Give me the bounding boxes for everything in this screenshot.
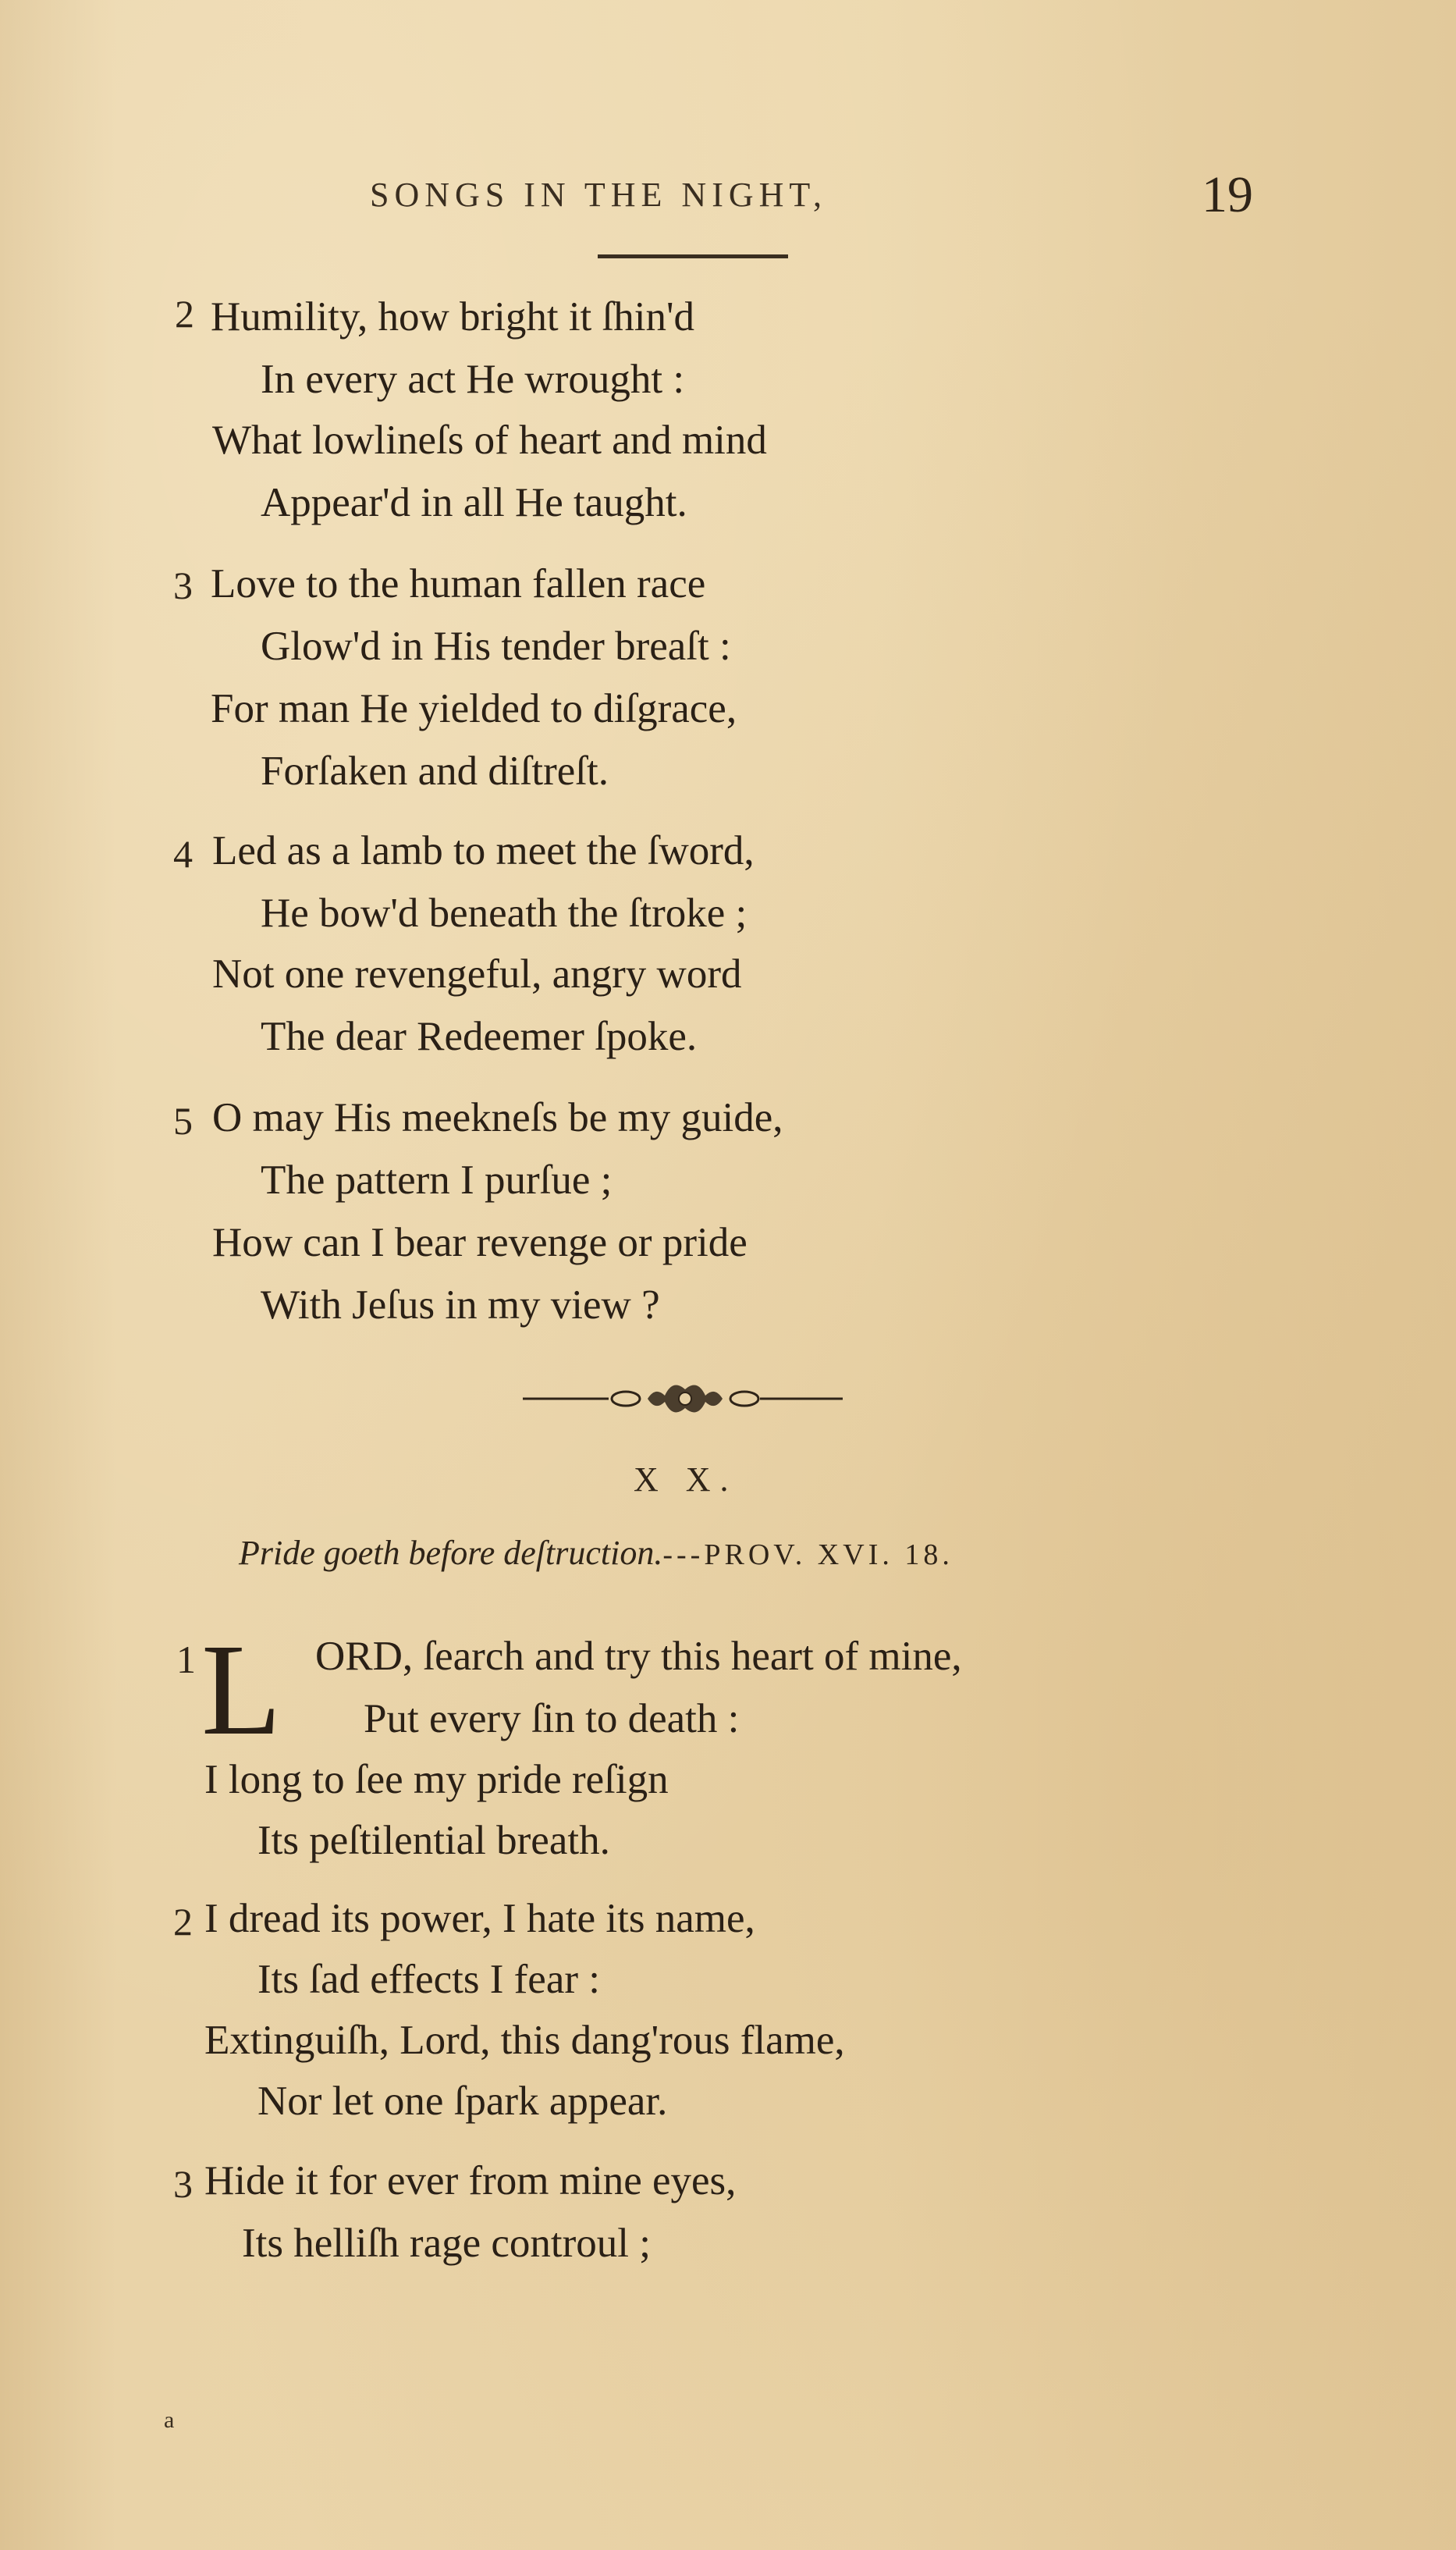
verse-line: Humility, how bright it ſhin'd — [211, 294, 695, 340]
verse-line: Led as a lamb to meet the ſword, — [212, 828, 755, 873]
verse-line: In every act He wrought : — [261, 357, 685, 402]
running-title: SONGS IN THE NIGHT, — [370, 176, 828, 214]
page-number: 19 — [1202, 166, 1253, 223]
verse-line: I long to ſee my pride reſign — [204, 1757, 669, 1802]
epigraph-text: Pride goeth before deſtruction. — [239, 1534, 663, 1572]
verse-line: With Jeſus in my view ? — [261, 1282, 660, 1328]
verse-line: He bow'd beneath the ſtroke ; — [261, 891, 748, 936]
verse-line: Glow'd in His tender breaſt : — [261, 624, 731, 669]
verse-line: Nor let one ſpark appear. — [257, 2079, 668, 2124]
verse-line: Hide it for ever from mine eyes, — [204, 2158, 737, 2203]
verse-line: Its helliſh rage controul ; — [242, 2221, 651, 2266]
stanza-number: 5 — [173, 1099, 193, 1143]
stanza-number: 3 — [173, 2162, 193, 2206]
stanza-number: 1 — [176, 1638, 196, 1681]
verse-line: O may His meekneſs be my guide, — [212, 1095, 783, 1140]
ornament-divider — [523, 1367, 843, 1430]
verse-line: Its peſtilential breath. — [257, 1818, 610, 1863]
verse-line: The dear Redeemer ſpoke. — [261, 1014, 698, 1059]
signature-mark: a — [164, 2407, 175, 2433]
epigraph-reference: ---PROV. XVI. 18. — [662, 1538, 954, 1571]
verse-line: Forſaken and diſtreſt. — [261, 749, 609, 794]
verse-line: For man He yielded to diſgrace, — [211, 686, 737, 731]
stanza-number: 2 — [175, 292, 194, 336]
stanza-number: 2 — [173, 1900, 193, 1944]
stanza-number: 4 — [173, 832, 193, 876]
drop-cap: L — [201, 1617, 282, 1762]
verse-line: I dread its power, I hate its name, — [204, 1896, 755, 1941]
epigraph — [239, 1530, 954, 1578]
verse-line: Its ſad effects I fear : — [257, 1957, 600, 2002]
verse-line: The pattern I purſue ; — [261, 1158, 613, 1203]
stanza-number: 3 — [173, 564, 193, 607]
verse-line: Not one revengeful, angry word — [212, 951, 742, 997]
verse-line: Extinguiſh, Lord, this dang'rous flame, — [204, 2018, 845, 2063]
hymn-number: X X. — [634, 1460, 738, 1499]
verse-line: Appear'd in all He taught. — [261, 480, 687, 525]
verse-line: ORD, ſearch and try this heart of mine, — [315, 1634, 962, 1679]
verse-line: What lowlineſs of heart and mind — [212, 418, 767, 463]
head-rule — [598, 254, 788, 258]
verse-line: Love to the human fallen race — [211, 561, 706, 606]
verse-line: How can I bear revenge or pride — [212, 1220, 748, 1265]
verse-line: Put every ſin to death : — [364, 1696, 740, 1741]
running-head — [0, 166, 1456, 223]
